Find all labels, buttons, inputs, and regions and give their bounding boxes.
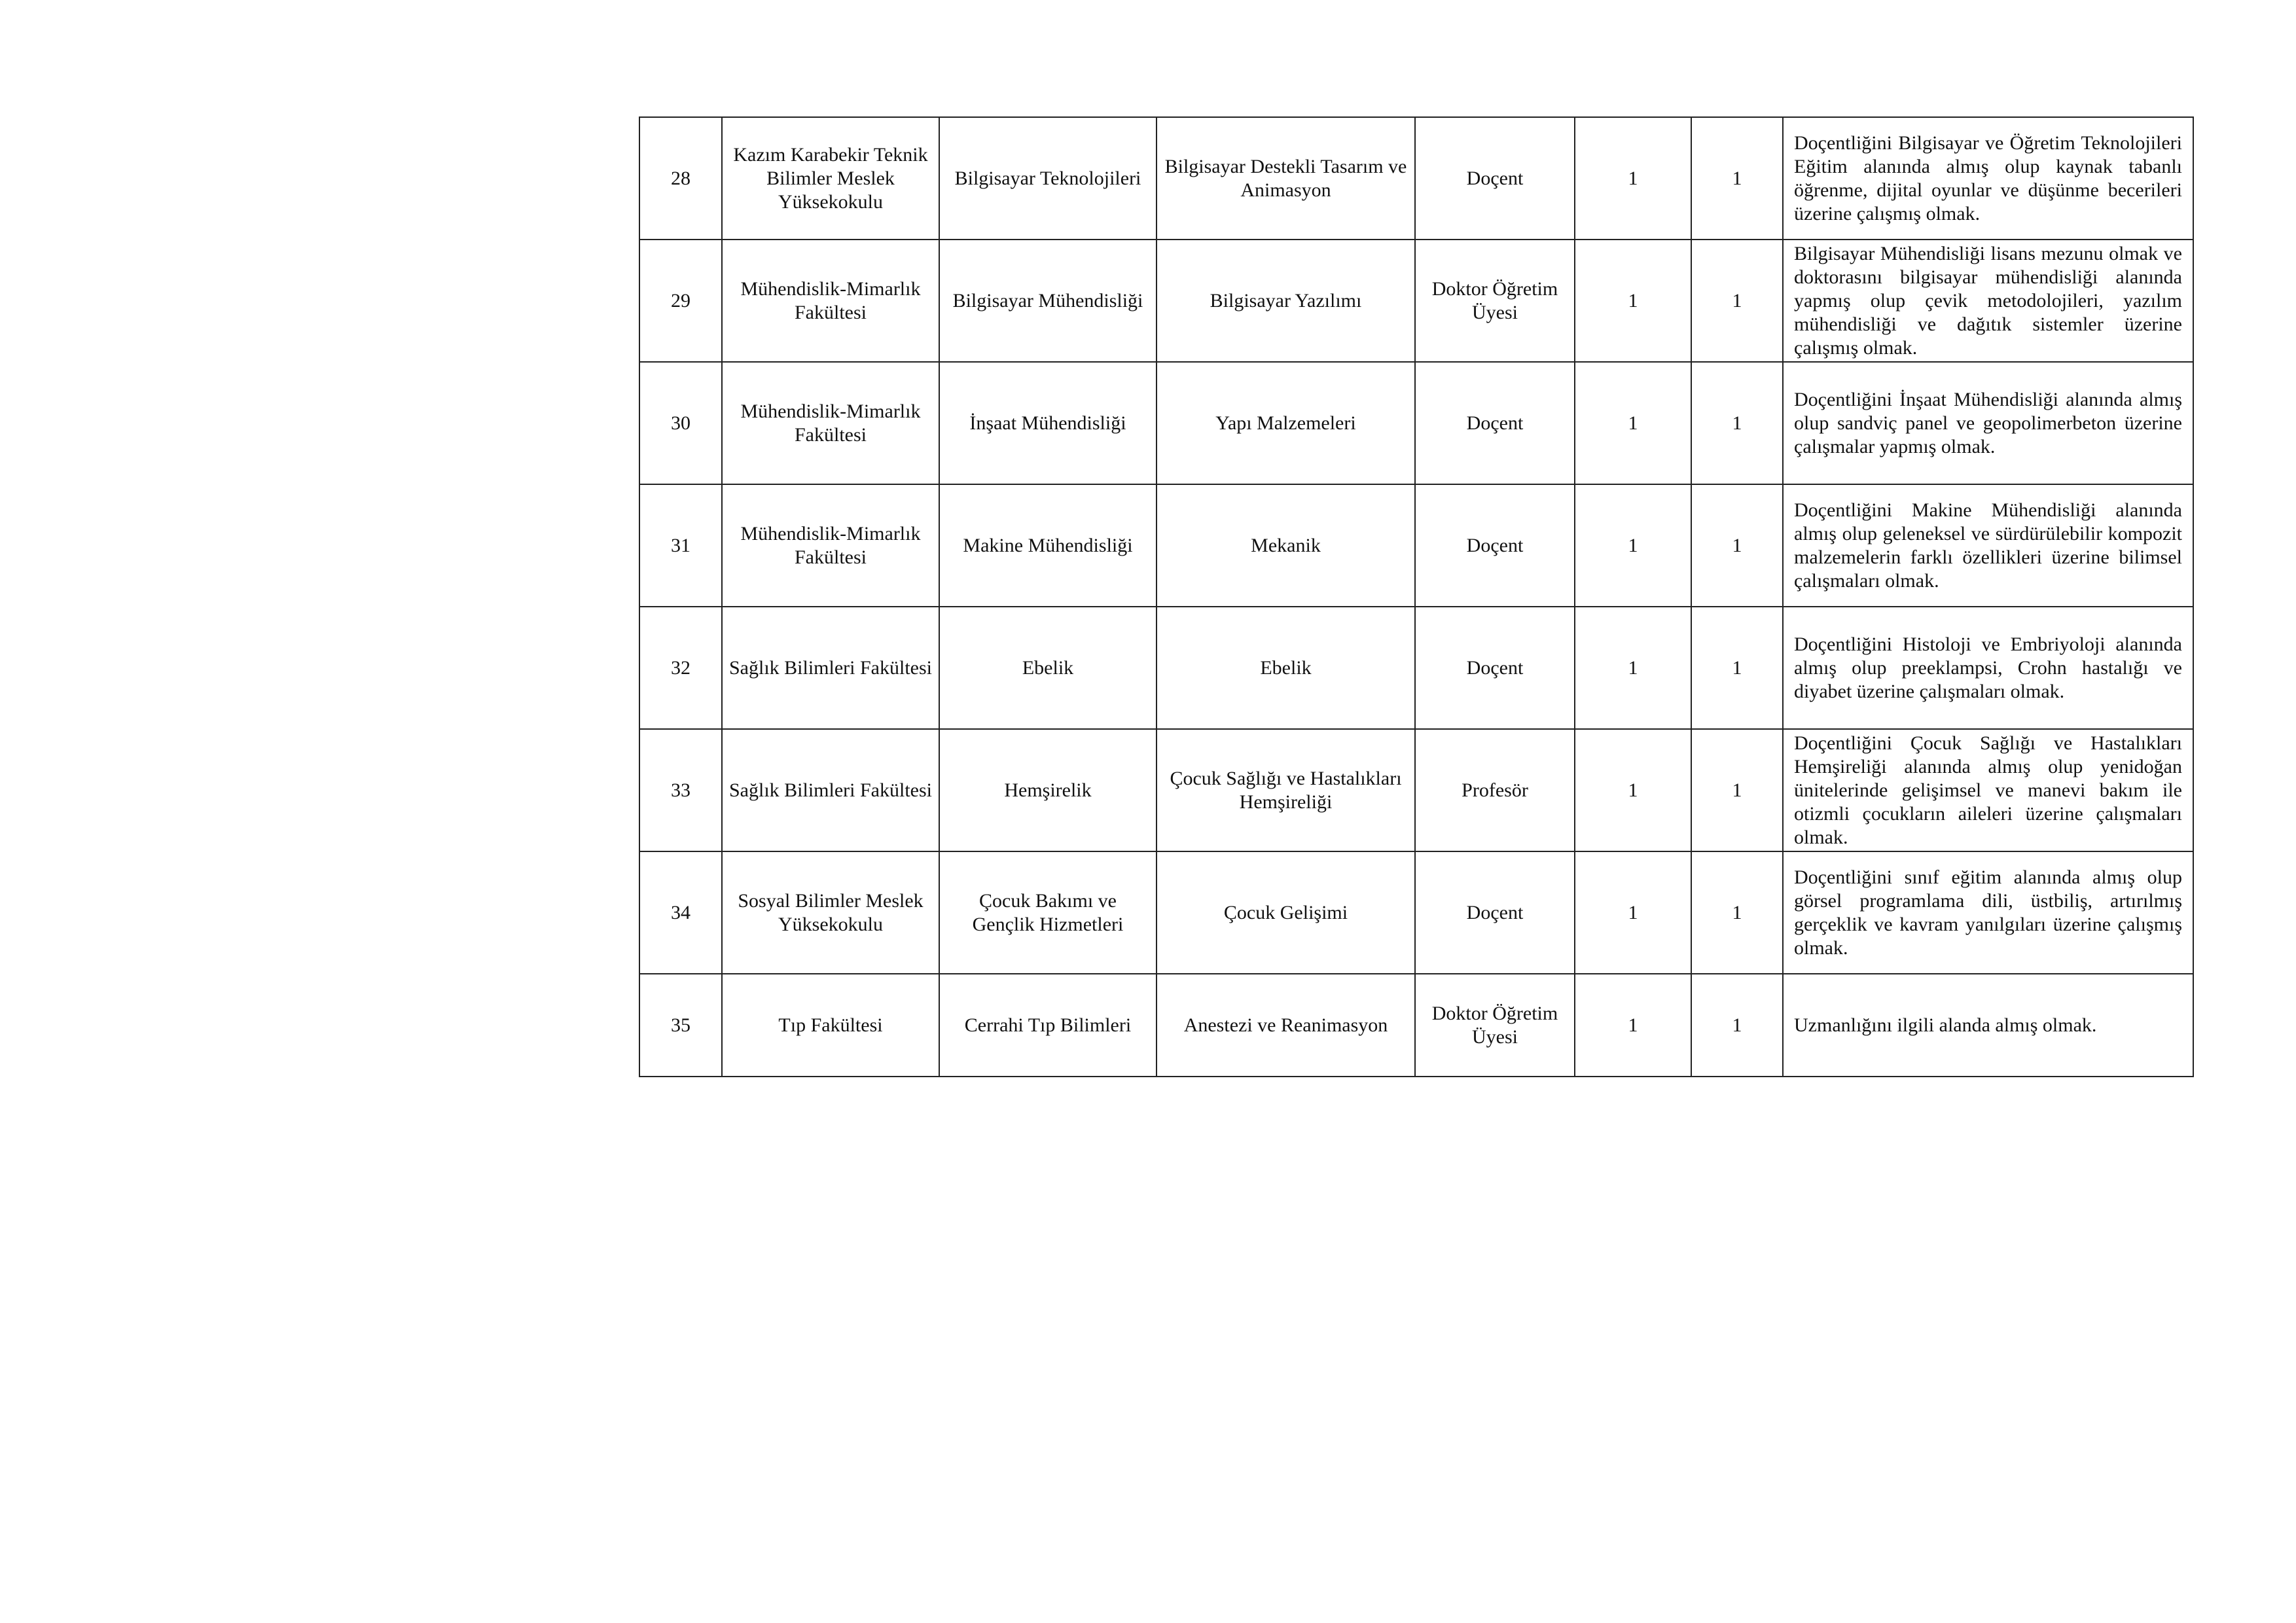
title-cell: Doçent	[1415, 851, 1575, 974]
requirement-cell: Bilgisayar Mühendisliği lisans mezunu olmak ve doktorasını bilgisayar mühendisliği alanında yapmış olup çevik metodolojileri, yazılım mühendisliği ve dağıtık sistemler üzerine çalışmış olmak.	[1783, 240, 2193, 362]
count-cell: 1	[1691, 851, 1783, 974]
department-cell: Makine Mühendisliği	[939, 484, 1157, 607]
title-cell: Doçent	[1415, 607, 1575, 729]
requirement-cell: Doçentliğini İnşaat Mühendisliği alanında almış olup sandviç panel ve geopolimerbeton üzerine çalışmalar yapmış olmak.	[1783, 362, 2193, 484]
table-row	[639, 484, 2193, 607]
field-cell: Çocuk Sağlığı ve Hastalıkları Hemşireliği	[1157, 729, 1415, 851]
unit-cell: Tıp Fakültesi	[722, 974, 939, 1077]
title-cell: Doktor Öğretim Üyesi	[1415, 240, 1575, 362]
department-cell: Hemşirelik	[939, 729, 1157, 851]
count-cell: 1	[1691, 240, 1783, 362]
field-cell: Bilgisayar Destekli Tasarım ve Animasyon	[1157, 117, 1415, 240]
row-number: 29	[639, 240, 722, 362]
degree-cell: 1	[1575, 240, 1691, 362]
row-number: 32	[639, 607, 722, 729]
unit-cell: Mühendislik-Mimarlık Fakültesi	[722, 484, 939, 607]
field-cell: Çocuk Gelişimi	[1157, 851, 1415, 974]
requirement-cell: Doçentliğini Çocuk Sağlığı ve Hastalıkları Hemşireliği alanında almış olup yenidoğan ünitelerinde gelişimsel ve manevi bakım ile otizmli çocukların aileleri üzerine çalışmaları olmak.	[1783, 729, 2193, 851]
row-number: 28	[639, 117, 722, 240]
table-row	[639, 117, 2193, 240]
row-number: 30	[639, 362, 722, 484]
department-cell: Ebelik	[939, 607, 1157, 729]
requirement-cell: Doçentliğini Makine Mühendisliği alanında almış olup geleneksel ve sürdürülebilir kompozit malzemelerin farklı özellikleri üzerine bilimsel çalışmaları olmak.	[1783, 484, 2193, 607]
department-cell: Cerrahi Tıp Bilimleri	[939, 974, 1157, 1077]
unit-cell: Mühendislik-Mimarlık Fakültesi	[722, 240, 939, 362]
unit-cell: Mühendislik-Mimarlık Fakültesi	[722, 362, 939, 484]
table-row	[639, 607, 2193, 729]
field-cell: Yapı Malzemeleri	[1157, 362, 1415, 484]
title-cell: Doktor Öğretim Üyesi	[1415, 974, 1575, 1077]
table-row	[639, 851, 2193, 974]
count-cell: 1	[1691, 607, 1783, 729]
faculty-positions-table	[639, 116, 2194, 1077]
row-number: 34	[639, 851, 722, 974]
row-number: 33	[639, 729, 722, 851]
row-number: 35	[639, 974, 722, 1077]
department-cell: İnşaat Mühendisliği	[939, 362, 1157, 484]
title-cell: Doçent	[1415, 117, 1575, 240]
table-row	[639, 362, 2193, 484]
field-cell: Ebelik	[1157, 607, 1415, 729]
field-cell: Mekanik	[1157, 484, 1415, 607]
title-cell: Doçent	[1415, 484, 1575, 607]
requirement-cell: Doçentliğini sınıf eğitim alanında almış olup görsel programlama dili, üstbiliş, artırılmış gerçeklik ve kavram yanılgıları üzerine çalışmış olmak.	[1783, 851, 2193, 974]
degree-cell: 1	[1575, 607, 1691, 729]
table-row	[639, 974, 2193, 1077]
count-cell: 1	[1691, 729, 1783, 851]
unit-cell: Kazım Karabekir Teknik Bilimler Meslek Yüksekokulu	[722, 117, 939, 240]
title-cell: Doçent	[1415, 362, 1575, 484]
unit-cell: Sosyal Bilimler Meslek Yüksekokulu	[722, 851, 939, 974]
count-cell: 1	[1691, 974, 1783, 1077]
title-cell: Profesör	[1415, 729, 1575, 851]
count-cell: 1	[1691, 117, 1783, 240]
degree-cell: 1	[1575, 484, 1691, 607]
department-cell: Bilgisayar Teknolojileri	[939, 117, 1157, 240]
unit-cell: Sağlık Bilimleri Fakültesi	[722, 607, 939, 729]
count-cell: 1	[1691, 362, 1783, 484]
table-row	[639, 729, 2193, 851]
department-cell: Bilgisayar Mühendisliği	[939, 240, 1157, 362]
degree-cell: 1	[1575, 117, 1691, 240]
degree-cell: 1	[1575, 362, 1691, 484]
field-cell: Bilgisayar Yazılımı	[1157, 240, 1415, 362]
unit-cell: Sağlık Bilimleri Fakültesi	[722, 729, 939, 851]
degree-cell: 1	[1575, 851, 1691, 974]
department-cell: Çocuk Bakımı ve Gençlik Hizmetleri	[939, 851, 1157, 974]
row-number: 31	[639, 484, 722, 607]
requirement-cell: Doçentliğini Bilgisayar ve Öğretim Teknolojileri Eğitim alanında almış olup kaynak tabanlı öğrenme, dijital oyunlar ve düşünme becerileri üzerine çalışmış olmak.	[1783, 117, 2193, 240]
table-row	[639, 240, 2193, 362]
count-cell: 1	[1691, 484, 1783, 607]
degree-cell: 1	[1575, 974, 1691, 1077]
requirement-cell: Uzmanlığını ilgili alanda almış olmak.	[1783, 974, 2193, 1077]
requirement-cell: Doçentliğini Histoloji ve Embriyoloji alanında almış olup preeklampsi, Crohn hastalığı ve diyabet üzerine çalışmaları olmak.	[1783, 607, 2193, 729]
field-cell: Anestezi ve Reanimasyon	[1157, 974, 1415, 1077]
degree-cell: 1	[1575, 729, 1691, 851]
